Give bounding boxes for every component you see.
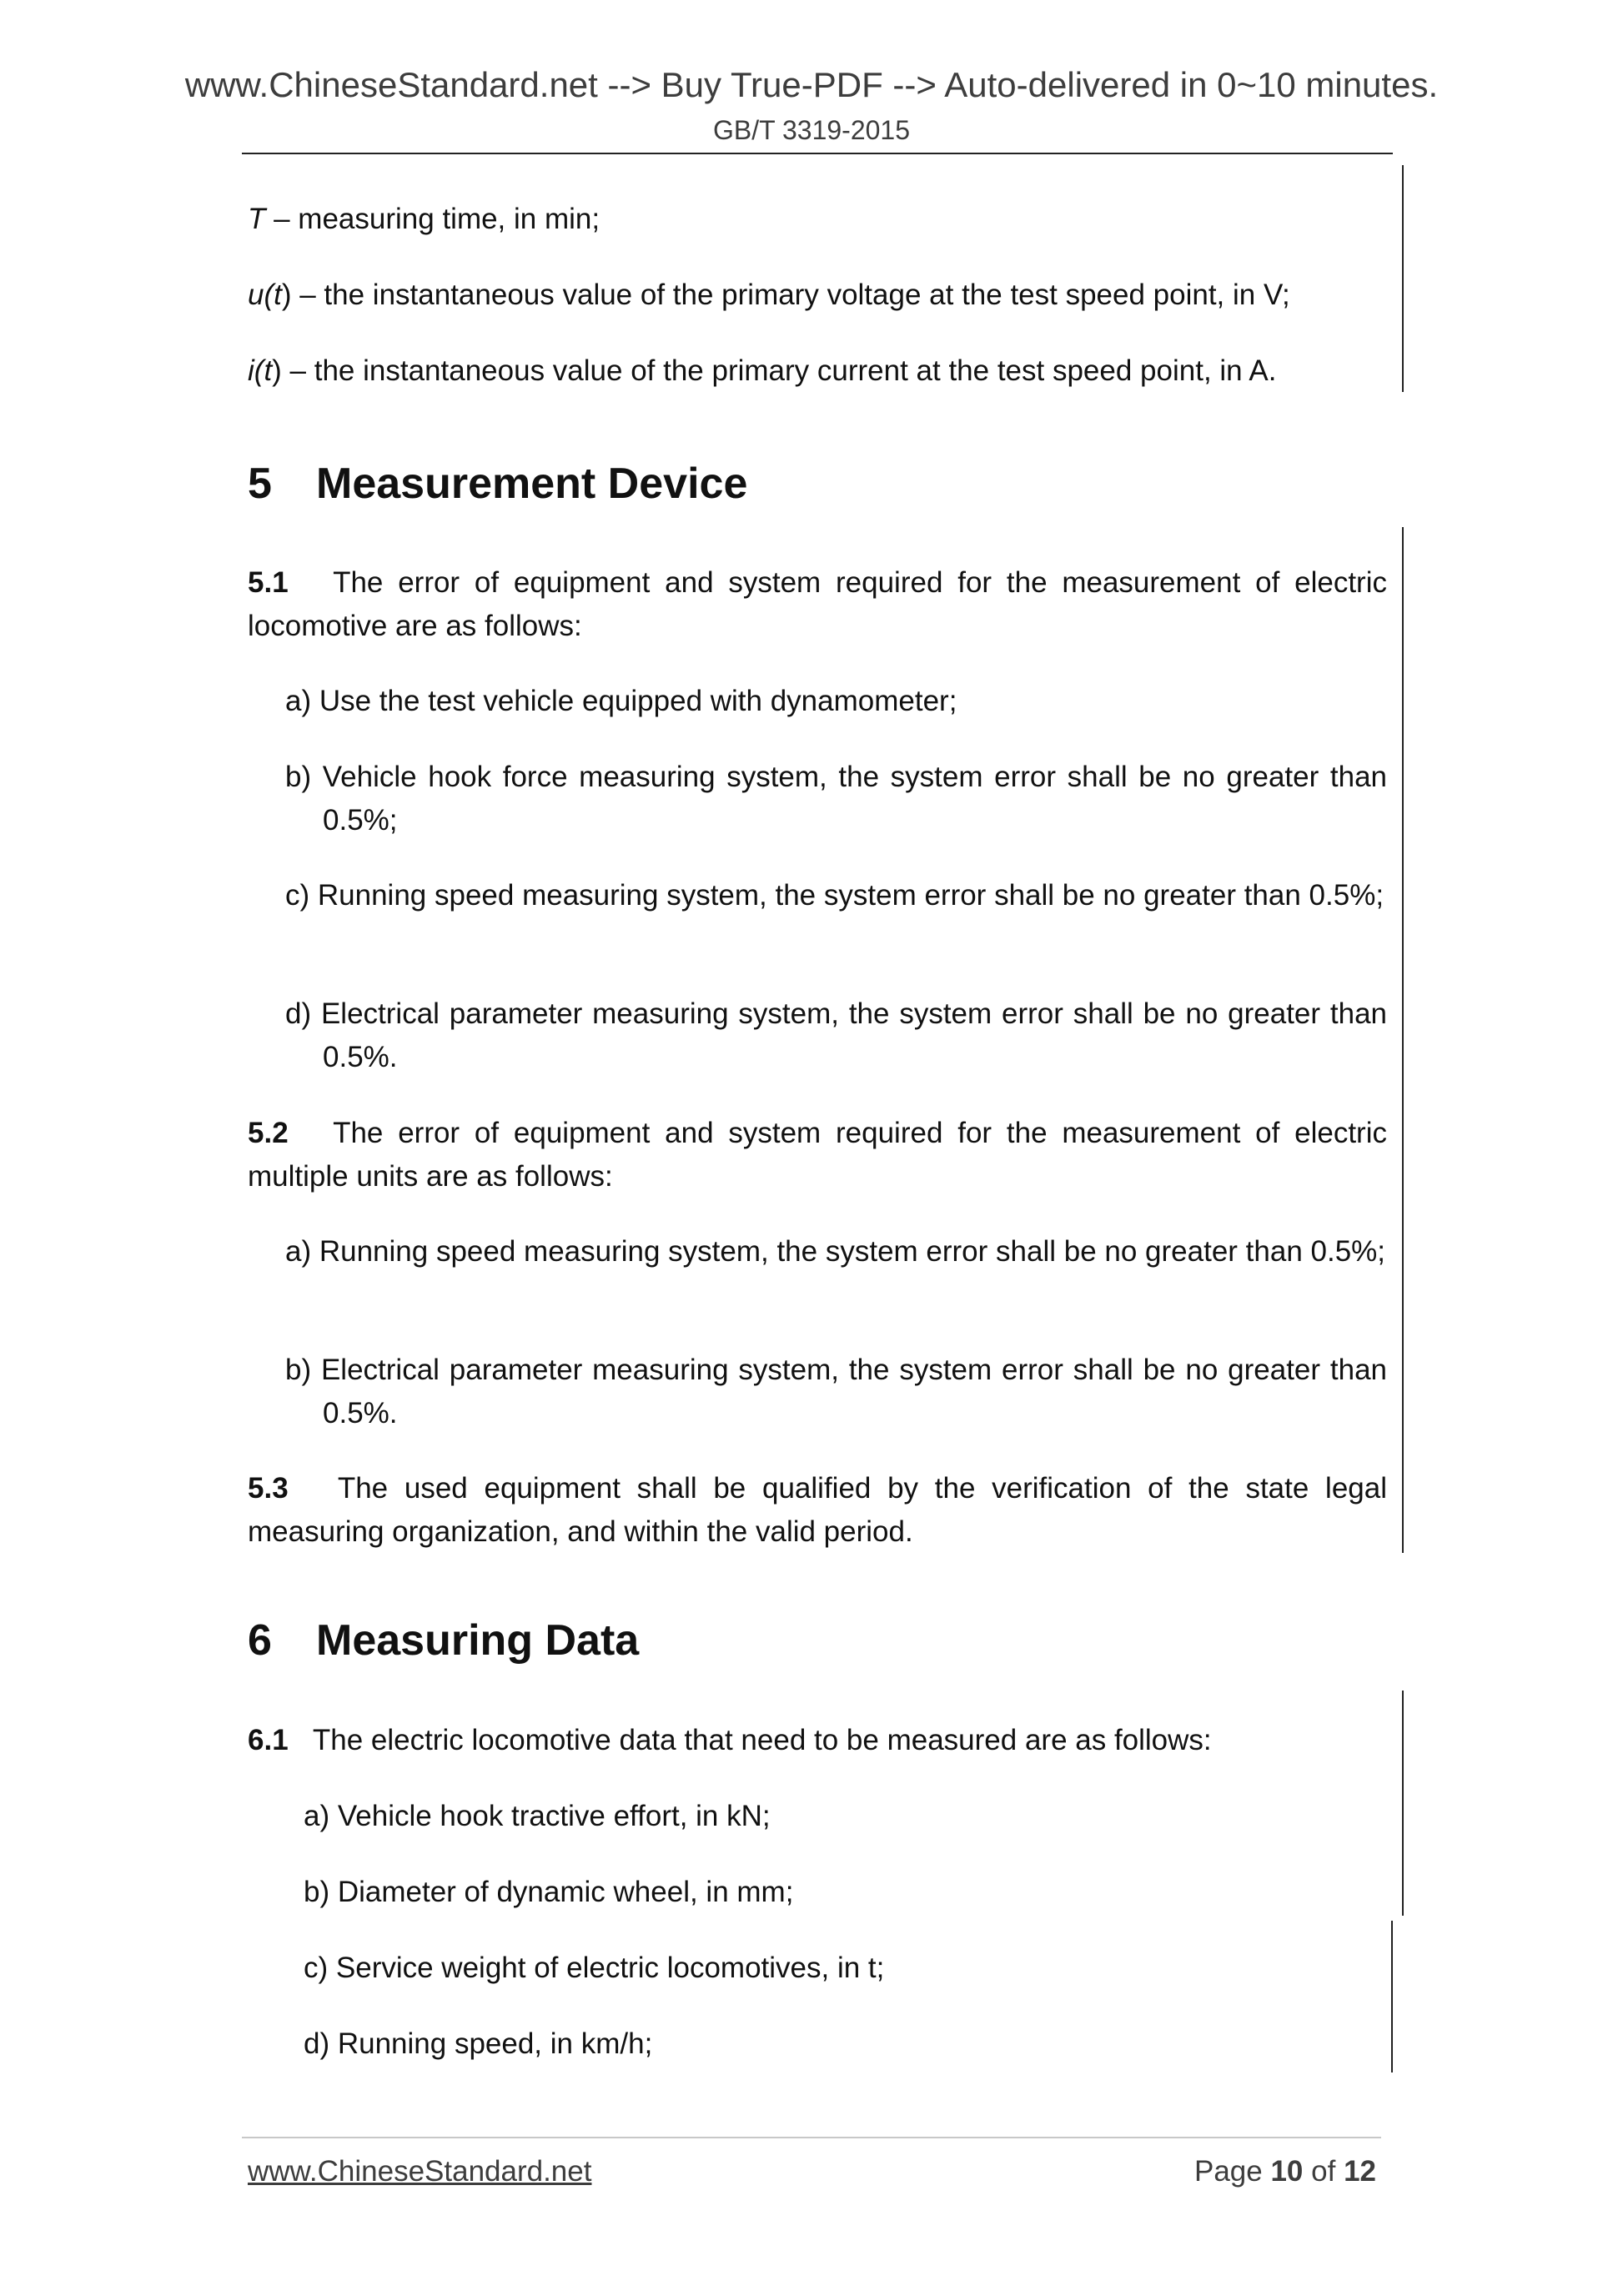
change-bar <box>1391 1921 1393 2072</box>
change-bar <box>1402 527 1404 1553</box>
list-item: b) Electrical parameter measuring system, the system error shall be no greater than 0.5%. <box>285 1354 1387 1429</box>
definition-i: i(t) – the instantaneous value of the primary current at the test speed point, in A. <box>248 354 1277 387</box>
list-item: a) Vehicle hook tractive effort, in kN; <box>304 1800 771 1832</box>
list-item: b) Vehicle hook force measuring system, the system error shall be no greater than 0.5%; <box>285 761 1387 837</box>
definition-T: T – measuring time, in min; <box>248 203 600 235</box>
list-item: b) Diameter of dynamic wheel, in mm; <box>304 1876 794 1908</box>
definition-u: u(t) – the instantaneous value of the primary voltage at the test speed point, in V; <box>248 279 1290 311</box>
clause-5-2: 5.2 The error of equipment and system required for the measurement of electric multiple units are as follows: <box>248 1117 1387 1193</box>
list-item: d) Running speed, in km/h; <box>304 2027 653 2060</box>
section-6-heading: 6 Measuring Data <box>248 1616 640 1665</box>
change-bar <box>1402 165 1404 392</box>
list-item: a) Use the test vehicle equipped with dynamometer; <box>285 685 957 717</box>
clause-5-3: 5.3 The used equipment shall be qualified by the verification of the state legal measuring organization, and within the valid period. <box>248 1472 1387 1548</box>
clause-5-1: 5.1 The error of equipment and system required for the measurement of electric locomotive are as follows: <box>248 566 1387 642</box>
footer-rule <box>242 2137 1381 2138</box>
page-indicator: Page 10 of 12 <box>1193 2155 1376 2188</box>
section-5-heading: 5 Measurement Device <box>248 460 748 508</box>
symbol: T <box>248 203 266 235</box>
list-item: d) Electrical parameter measuring system, the system error shall be no greater than 0.5%. <box>285 997 1387 1073</box>
header-rule <box>242 153 1393 154</box>
change-bar <box>1402 1691 1404 1916</box>
footer-site-link[interactable]: www.ChineseStandard.net <box>248 2155 592 2188</box>
list-item: a) Running speed measuring system, the system error shall be no greater than 0.5%; <box>285 1235 1386 1268</box>
list-item: c) Running speed measuring system, the system error shall be no greater than 0.5%; <box>285 879 1384 912</box>
standard-number: GB/T 3319-2015 <box>712 115 910 145</box>
site-banner: www.ChineseStandard.net --> Buy True-PDF --> Auto-delivered in 0~10 minutes. <box>184 65 1439 104</box>
clause-6-1: 6.1 The electric locomotive data that need to be measured are as follows: <box>248 1724 1212 1756</box>
list-item: c) Service weight of electric locomotives, in t; <box>304 1952 885 1984</box>
